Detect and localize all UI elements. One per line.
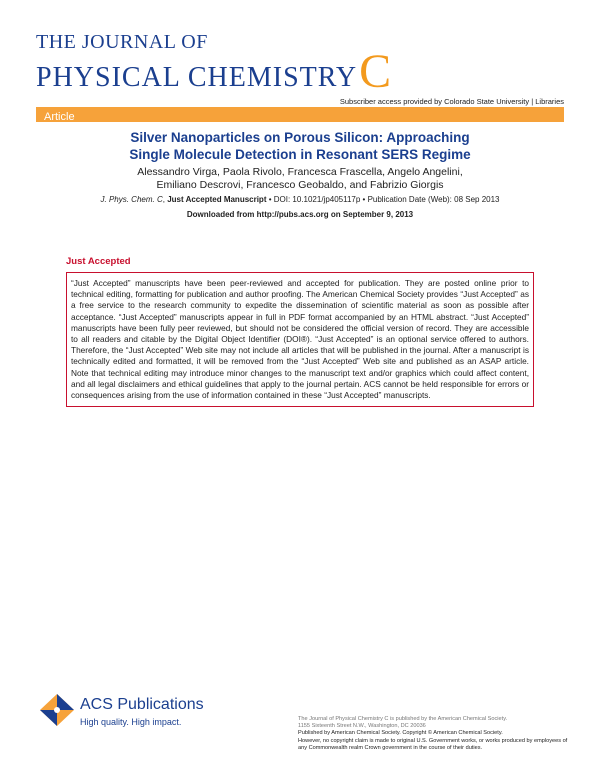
footer-line-2: 1155 Sixteenth Street N.W., Washington, DC 20036 [298, 723, 426, 730]
footer-line-3: Published by American Chemical Society. Copyright © American Chemical Society. [298, 730, 503, 737]
acs-publications-name: ACS Publications [80, 696, 204, 713]
journal-name-main: PHYSICAL CHEMISTRY [36, 62, 358, 93]
authors [60, 166, 540, 192]
footer-line-1: The Journal of Physical Chemistry C is published by the American Chemical Society. [298, 716, 508, 722]
citation-journal: J. Phys. Chem. C [100, 195, 163, 204]
just-accepted-text: “Just Accepted” manuscripts have been peer-reviewed and accepted for publication. They are posted online prior to technical editing, formatting for publication and author proofing. The American Chemical Society provides “Just Accepted” as a free service to the research community to expedite the dissemination of scientific material as soon as possible after acceptance. “Just Accepted” manuscripts appear in full in PDF format accompanied by an HTML abstract. “Just Accepted” manuscripts have been fully peer reviewed, but should not be considered the official version of record. They are accessible to all readers and citable by the Digital Object Identifier (DOI®). “Just Accepted” is an optional service offered to authors. Therefore, the “Just Accepted” Web site may not include all articles that will be published in the journal. After a manuscript is technically edited and formatted, it will be removed from the “Just Accepted” Web site and published as an ASAP article. Note that technical editing may introduce minor changes to the manuscript text and/or graphics which could affect content, and all legal disclaimers and ethical guidelines that apply to the journal pertain. ACS cannot be held responsible for errors or consequences arising from the use of information contained in these “Just Accepted” manuscripts. [71, 278, 529, 401]
journal-letter: C [359, 45, 393, 98]
citation: J. Phys. Chem. C, Just Accepted Manuscript • DOI: 10.1021/jp405117p • Publication Date (Web): 08 Sep 2013 [100, 195, 500, 204]
journal-name-line2 [36, 45, 393, 98]
authors-line-2: Emiliano Descrovi, Francesco Geobaldo, and Fabrizio Giorgis [156, 179, 444, 191]
journal-masthead [36, 31, 393, 98]
acs-tagline: High quality. High impact. [80, 717, 182, 727]
article-banner-label: Article [44, 111, 75, 123]
authors-line-1: Alessandro Virga, Paola Rivolo, Francesca Frascella, Angelo Angelini, [137, 166, 463, 178]
article-title [36, 129, 564, 163]
publisher-footer [298, 716, 568, 752]
journal-name-line1: THE JOURNAL OF [36, 31, 208, 53]
just-accepted-notice [66, 272, 534, 407]
just-accepted-heading: Just Accepted [66, 256, 131, 267]
subscriber-access-note: Subscriber access provided by Colorado State University | Libraries [339, 97, 564, 106]
citation-details: • DOI: 10.1021/jp405117p • Publication Date (Web): 08 Sep 2013 [266, 195, 500, 204]
footer-line-4: However, no copyright claim is made to original U.S. Government works, or works produced by employees of any Commonwealth realm Crown government in the course of their duties. [298, 737, 568, 751]
download-note: Downloaded from http://pubs.acs.org on September 9, 2013 [186, 210, 414, 219]
citation-status: Just Accepted Manuscript [167, 195, 267, 204]
title-line-1: Silver Nanoparticles on Porous Silicon: Approaching [130, 130, 470, 145]
article-banner [36, 107, 564, 122]
title-line-2: Single Molecule Detection in Resonant SERS Regime [129, 147, 471, 162]
